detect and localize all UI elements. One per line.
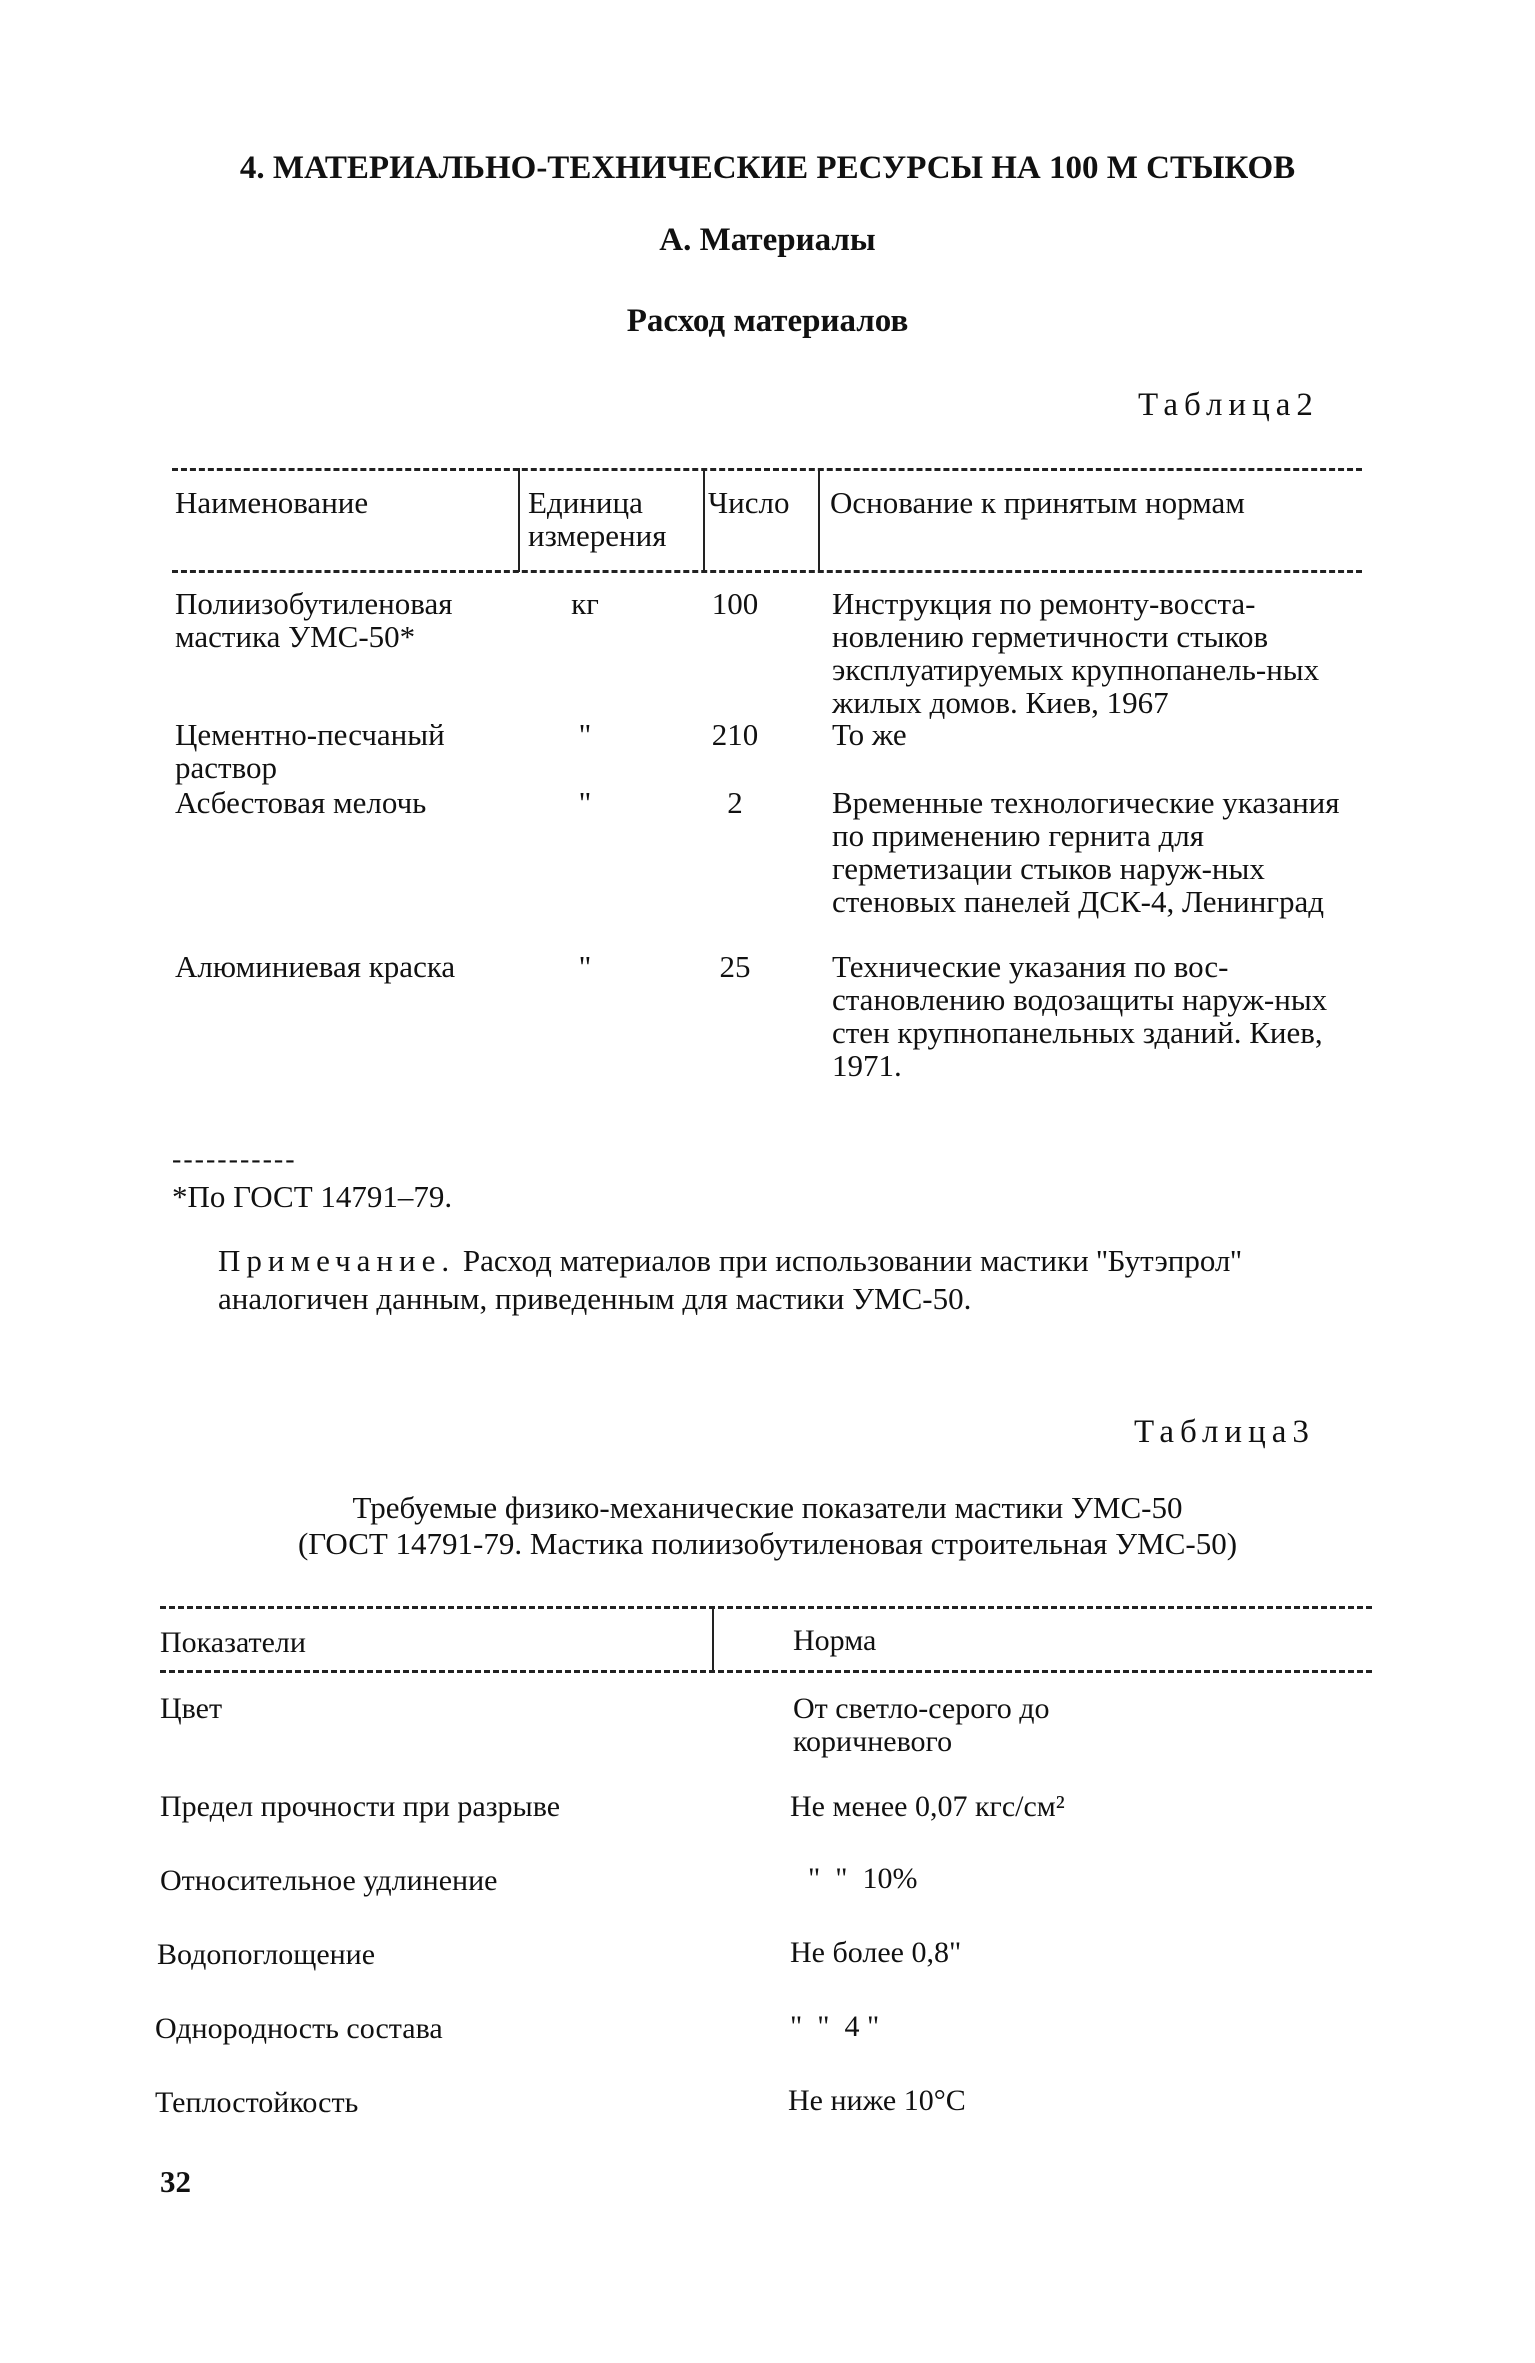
page-number: 32 (160, 2164, 191, 2199)
table3-row-indicator: Однородность состава (155, 2012, 443, 2045)
table2-row-qty: 2 (727, 785, 743, 820)
table2-header-qty: Число (708, 485, 790, 520)
table3-row-norm: " " 4 " (790, 2010, 880, 2043)
subsection-title: А. Материалы (659, 222, 876, 258)
table2-divider (818, 468, 820, 572)
table2-top-rule (172, 468, 1362, 471)
table2-row-basis: Временные технологические указания по применению гернита для герметизации стыков наруж-ных стеновых панелей ДСК-4, Ленинград (832, 785, 1340, 919)
table3-row-norm: Не ниже 10°C (788, 2084, 966, 2117)
table3-header-rule (160, 1670, 1372, 1673)
note (218, 1242, 1348, 1318)
table3-top-rule (160, 1606, 1372, 1609)
table2-row-unit: " (578, 949, 592, 984)
table3-row-indicator: Водопоглощение (157, 1938, 376, 1971)
table2-heading: Расход материалов (626, 303, 909, 339)
table3-row-indicator: Предел прочности при разрыве (160, 1790, 561, 1823)
table3-row-norm: Не более 0,8" (790, 1936, 962, 1969)
table3-caption: Таблица3 (1134, 1414, 1315, 1450)
table2-row-qty: 25 (719, 949, 751, 984)
table3-title (0, 1490, 1535, 1562)
table3-header-indicator: Показатели (160, 1626, 306, 1659)
table3-divider (712, 1606, 714, 1672)
table2-row-basis: Технические указания по вос-становлению водозащиты наруж-ных стен крупнопанельных зданий. Киев, 1971. (832, 949, 1328, 1083)
footnote: *По ГОСТ 14791–79. (172, 1179, 453, 1214)
table2-row-name: Асбестовая мелочь (175, 785, 427, 820)
table2-row-qty: 210 (711, 717, 759, 752)
table2-header-name: Наименование (175, 485, 369, 520)
table3-row-norm: " " 10% (808, 1862, 918, 1895)
table3-row-norm: От светло-серого до коричневого (793, 1692, 1050, 1758)
table2-row-basis: Инструкция по ремонту-восста-новлению герметичности стыков эксплуатируемых крупнопанель-ных жилых домов. Киев, 1967 (832, 586, 1320, 720)
table2-header-unit: Единица измерения (528, 485, 667, 553)
note-label: Примечание. (218, 1243, 456, 1278)
table3-title-line2: (ГОСТ 14791-79. Мастика полиизобутиленовая строительная УМС-50) (297, 1526, 1238, 1561)
table2-header-basis: Основание к принятым нормам (830, 485, 1245, 520)
table2-row-unit: " (578, 717, 592, 752)
table2-divider (518, 468, 520, 572)
section-title: 4. МАТЕРИАЛЬНО-ТЕХНИЧЕСКИЕ РЕСУРСЫ НА 100 М СТЫКОВ (239, 150, 1296, 186)
table3-row-indicator: Относительное удлинение (160, 1864, 498, 1897)
table2-row-name: Полиизобутиленовая мастика УМС-50* (175, 586, 453, 654)
footnote-rule: ----------- (172, 1148, 297, 1174)
table3-row-indicator: Цвет (160, 1692, 223, 1725)
table3-header-norm: Норма (793, 1624, 877, 1657)
table2-caption: Таблица2 (1138, 387, 1319, 423)
table3-title-line1: Требуемые физико-механические показатели мастики УМС-50 (352, 1490, 1183, 1525)
table2-header-rule (172, 570, 1362, 573)
table2-row-name: Алюминиевая краска (175, 949, 456, 984)
table2-row-unit: " (578, 785, 592, 820)
table2-row-unit: кг (571, 586, 599, 621)
table3-row-indicator: Теплостойкость (155, 2086, 359, 2119)
table2-row-qty: 100 (711, 586, 759, 621)
note-text: Расход материалов при использовании мастики ''Бутэпрол'' аналогичен данным, приведенным для мастики УМС-50. (218, 1243, 1242, 1316)
table3-row-norm: Не менее 0,07 кгс/см² (790, 1790, 1065, 1823)
table2-row-name: Цементно-песчаный раствор (175, 717, 445, 785)
table2-divider (703, 468, 705, 572)
table2-row-basis: То же (832, 717, 907, 752)
